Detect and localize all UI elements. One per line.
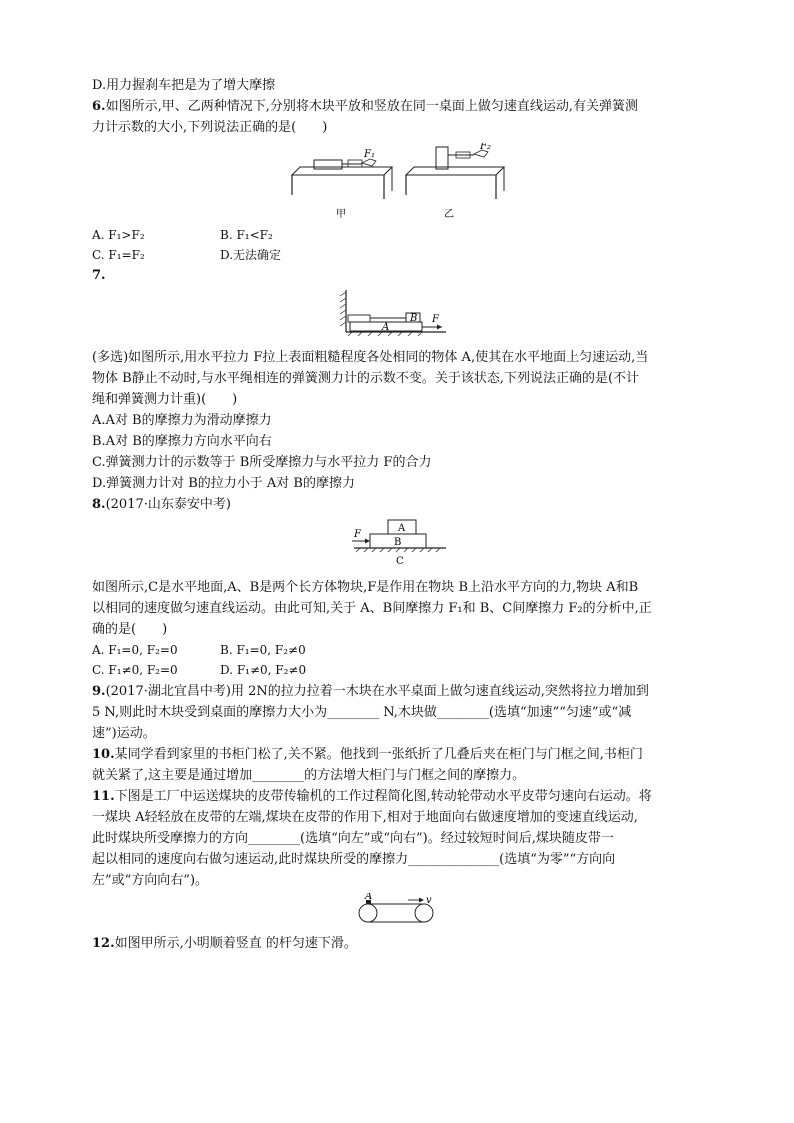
q8-option-b: B. F₁=0, F₂≠0 [220, 643, 306, 657]
q8-source: (2017·山东泰安中考) [105, 497, 231, 512]
q8-stem-1: 如图所示,C是水平地面,A、B是两个长方体物块,F是作用在物块 B上沿水平方向的力,物块 A和B [92, 580, 639, 595]
q6-option-b: B. F₁<F₂ [220, 228, 273, 242]
q7-option-d: D.弹簧测力计对 B的拉力小于 A对 B的摩擦力 [92, 476, 355, 491]
q6-option-a: A. F₁>F₂ [92, 228, 145, 242]
q11-number: 11. [92, 789, 115, 804]
q6-stem-2: 力计示数的大小,下列说法正确的是( ) [92, 120, 328, 135]
q6-option-d: D.无法确定 [220, 248, 282, 262]
q12-stem-1: 如图甲所示,小明顺着竖直 的杆匀速下滑。 [114, 936, 357, 951]
q7-option-c: C.弹簧测力计的示数等于 B所受摩擦力与水平拉力 F的合力 [92, 455, 432, 470]
q8-figure [350, 516, 450, 572]
q11-label-a: A [365, 893, 373, 902]
q8-label-a: A [398, 523, 406, 534]
q6-block-flat [314, 160, 342, 169]
q7-stem-1: (多选)如图所示,用水平拉力 F拉上表面粗糙程度各处相同的物体 A,使其在水平地面上匀速运动,当 [92, 350, 649, 365]
q7-number-text: 7. [92, 268, 106, 283]
q7-label-f: F [432, 314, 439, 325]
q7-figure [336, 288, 456, 336]
q8-stem-3: 确的是( ) [92, 622, 168, 637]
q11-left-wheel [359, 904, 377, 922]
q10-stem-1: 某同学看到家里的书柜门松了,关不紧。他找到一张纸折了几叠后夹在柜门与门框之间,书柜门 [114, 747, 643, 762]
q6-stem-1: 如图所示,甲、乙两种情况下,分别将木块平放和竖放在同一桌面上做匀速直线运动,有关弹簧测 [105, 99, 638, 114]
q7-option-a: A.A对 B的摩擦力为滑动摩擦力 [92, 413, 272, 428]
q6-label-right: 乙 [444, 209, 454, 220]
q6-figure [284, 143, 514, 223]
q10-stem-2: 就关紧了,这主要是通过增加________的方法增大柜门与门框之间的摩擦力。 [92, 768, 526, 783]
q12-number: 12. [92, 936, 115, 951]
q6-label-left: 甲 [336, 209, 346, 220]
q8-option-d: D. F₁≠0, F₂≠0 [220, 663, 307, 677]
q9-stem-line-1 [92, 682, 649, 702]
q8-stem-2: 以相同的速度做匀速直线运动。由此可知,关于 A、B间摩擦力 F₁和 B、C间摩擦力 F₂的分析中,正 [92, 601, 652, 616]
q8-label-c: C [396, 556, 404, 567]
hand-icon [362, 159, 376, 166]
q6-table-right [406, 143, 504, 220]
q8-label-f: F [354, 529, 361, 540]
q10-stem-line-1 [92, 745, 643, 765]
q6-table-left [292, 149, 392, 220]
q9-stem-2: 5 N,则此时木块受到桌面的摩擦力大小为________ N,木块做________(选填“加速”“匀速”或“减 [92, 705, 632, 720]
q6-block-upright [436, 147, 448, 169]
q11-label-v: v [426, 895, 432, 906]
q5-option-d: D.用力握刹车把是为了增大摩擦 [92, 78, 276, 93]
q8-option-a: A. F₁=0, F₂=0 [92, 643, 178, 657]
q6-option-c: C. F₁=F₂ [92, 248, 145, 262]
q11-stem-2: 一煤块 A轻轻放在皮带的左端,煤块在皮带的作用下,相对于地面向右做速度增加的变速直线运动, [92, 810, 638, 825]
q11-figure [350, 893, 440, 927]
q9-stem-1: (2017·湖北宜昌中考)用 2N的拉力拉着一木块在水平桌面上做匀速直线运动,突然将拉力增加到 [105, 684, 649, 699]
q6-label-f2: F₂ [480, 143, 491, 152]
q8-header [92, 495, 231, 515]
q8-option-c: C. F₁≠0, F₂=0 [92, 663, 178, 677]
q7-stem-2: 物体 B静止不动时,与水平绳相连的弹簧测力计的示数不变。关于该状态,下列说法正确的是(不计 [92, 371, 640, 386]
q7-label-a: A [382, 322, 390, 333]
q6-number: 6. [92, 99, 106, 114]
q11-stem-1: 下图是工厂中运送煤块的皮带传输机的工作过程简化图,转动轮带动水平皮带匀速向右运动。将 [114, 789, 652, 804]
q6-label-f1: F₁ [364, 149, 375, 160]
q9-number: 9. [92, 684, 106, 699]
q8-label-b: B [394, 537, 402, 548]
q11-stem-line-1 [92, 787, 652, 807]
q7-number [92, 266, 106, 286]
q11-right-wheel [415, 904, 433, 922]
q12-stem-line-1 [92, 934, 357, 954]
q8-number: 8. [92, 497, 106, 512]
q11-stem-4: 起以相同的速度向右做匀速运动,此时煤块所受的摩擦力______________(选填“为零”“方向向 [92, 852, 616, 867]
q7-option-b: B.A对 B的摩擦力方向水平向右 [92, 434, 272, 449]
q10-number: 10. [92, 747, 115, 762]
q7-stem-3: 绳和弹簧测力计重)( ) [92, 392, 238, 407]
q7-spring-scale [348, 315, 370, 322]
q11-stem-3: 此时煤块所受摩擦力的方向________(选填“向左”或“向右”)。经过较短时间后,煤块随皮带一 [92, 831, 614, 846]
q6-stem-line-1 [92, 97, 638, 117]
q7-label-b: B [410, 313, 418, 324]
q11-stem-5: 左”或“方向向右”)。 [92, 873, 209, 888]
q9-stem-3: 速”)运动。 [92, 726, 156, 741]
